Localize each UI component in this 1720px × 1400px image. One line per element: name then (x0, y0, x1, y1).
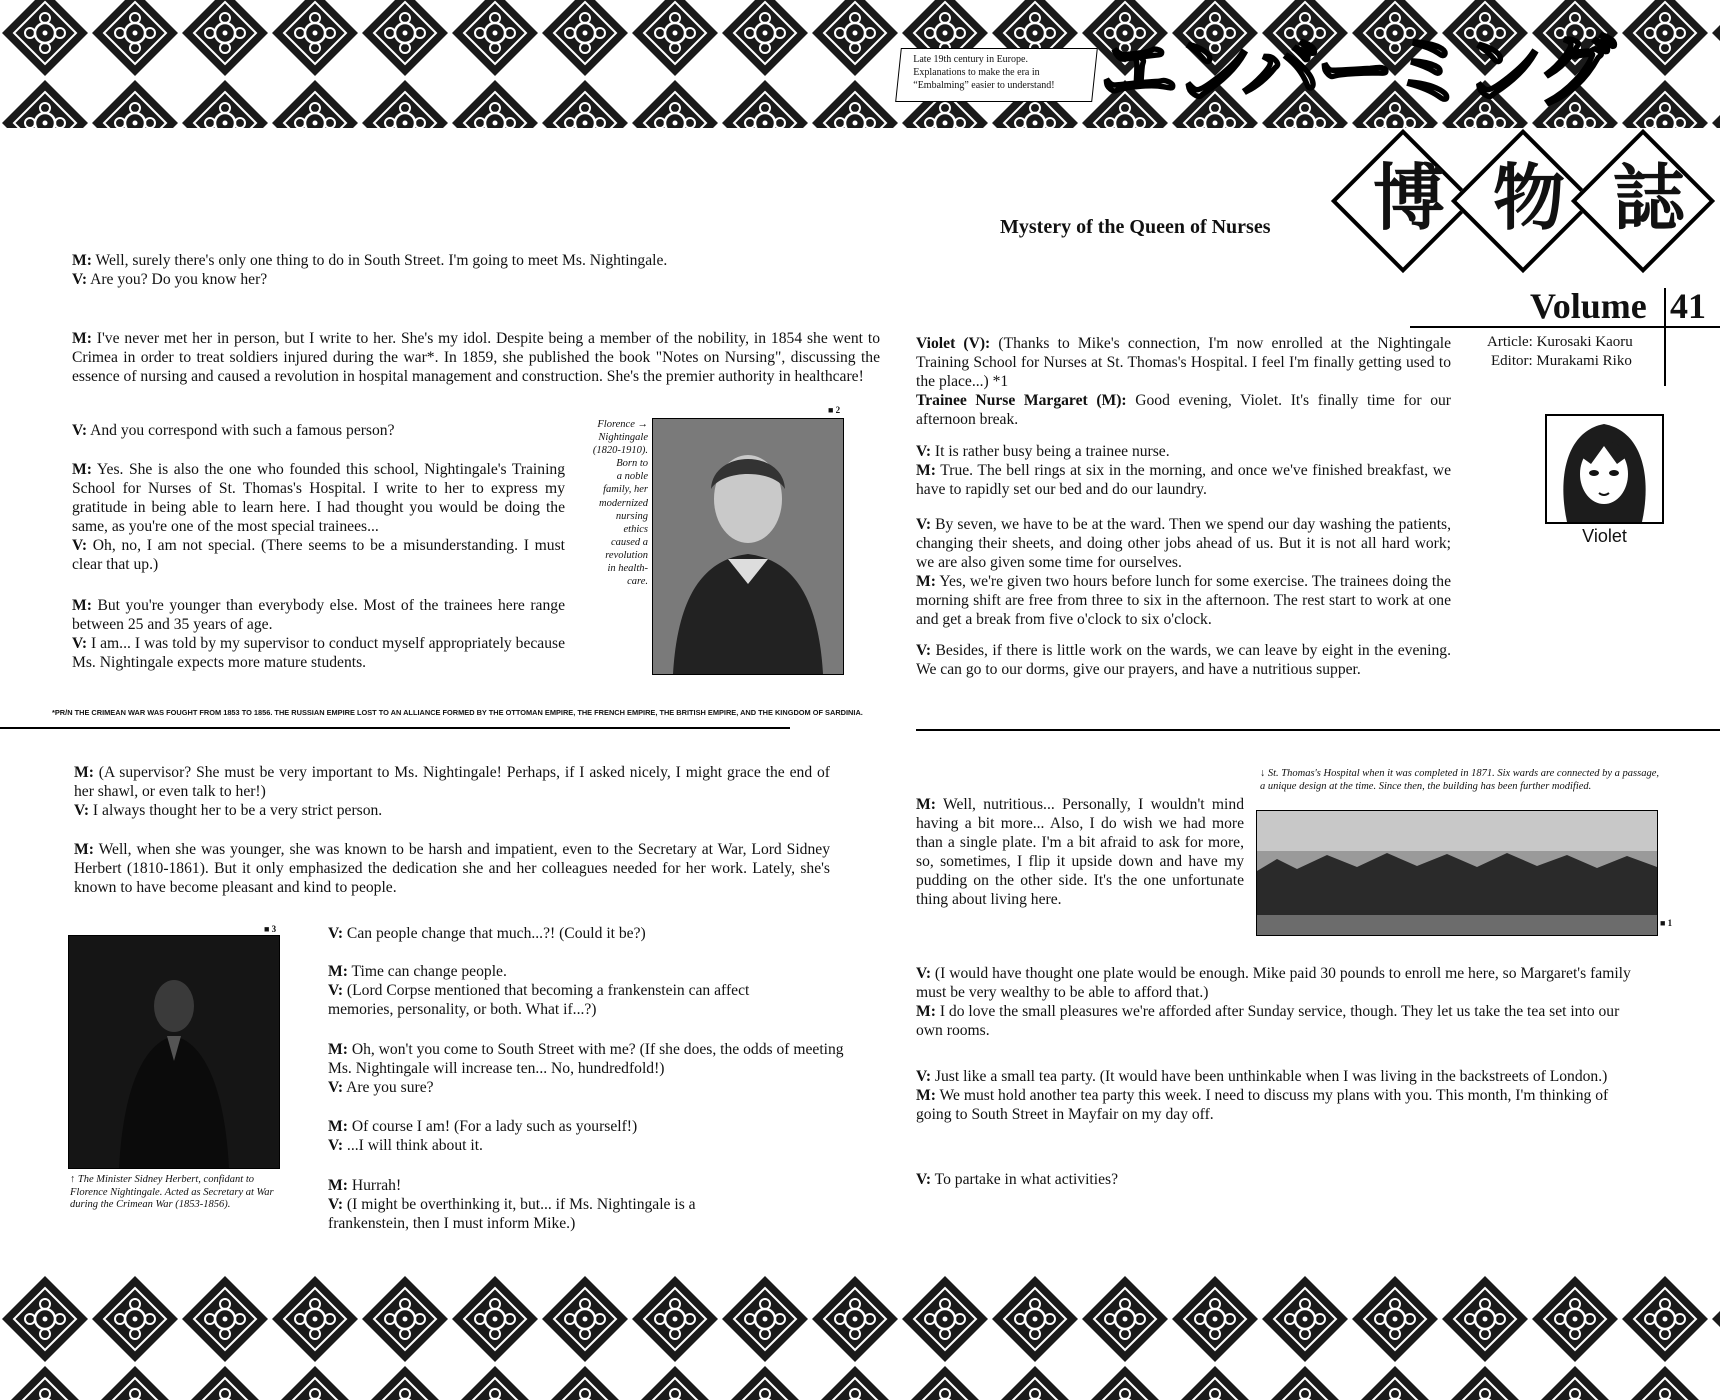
line-text: (I might be overthinking it, but... if Ms. Nightingale is a frankenstein, then I must inform Mike.) (328, 1196, 696, 1232)
line-text: Good evening, Violet. It's finally time for our afternoon break. (916, 392, 1451, 428)
speaker: M: (328, 1118, 348, 1135)
photo-number: ■ 2 (828, 405, 841, 415)
top-left-p3 (72, 421, 565, 440)
speaker: V: (72, 537, 88, 554)
bottom-ornament-band (0, 1272, 1720, 1400)
speaker: V: (328, 1137, 344, 1154)
note-line: “Embalming” easier to understand! (913, 80, 1055, 91)
hospital-photo (1256, 810, 1658, 936)
bottom-left-d2 (328, 962, 758, 1019)
dialogue-line (328, 1040, 858, 1078)
caption-line: in health- (607, 563, 648, 575)
bottom-left-d4 (328, 1117, 758, 1155)
bottom-right-p4 (916, 1170, 1636, 1189)
note-line: Explanations to make the era in (913, 67, 1040, 78)
kanji-char: 博 (1372, 155, 1445, 240)
speaker: M: (328, 1041, 348, 1058)
line-text: By seven, we have to be at the ward. Then we spend our day washing the patients, changing their sheets, and doing other jobs ahead of us. But it is not all hard work; we are also given some time for ourselves. (916, 516, 1451, 571)
speaker: V: (72, 271, 88, 288)
line-text: Just like a small tea party. (It would have been unthinkable when I was living in the backstreets of London.) (931, 1068, 1608, 1085)
line-text: Oh, won't you come to South Street with me? (If she does, the odds of meeting Ms. Nightingale will increase ten... No, hundredfold!) (328, 1041, 844, 1077)
kanji-char: 誌 (1612, 155, 1685, 240)
dialogue-line (72, 536, 565, 574)
line-text: Yes, we're given two hours before lunch for some exercise. The trainees doing the morning shift are free from three to six in the afternoon. The rest start to work at one and get a break from five o'clock to six o'clock. (916, 573, 1451, 628)
line-text: (Thanks to Mike's connection, I'm now enrolled at the Nightingale Training School for Nurses at St. Thomas's Hospital. I feel I'm finally getting used to the place...) *1 (916, 335, 1451, 390)
speaker: V: (328, 1196, 344, 1213)
top-right-p2 (916, 442, 1451, 499)
bottom-left-p2 (74, 840, 830, 897)
dialogue-line (74, 763, 830, 801)
dialogue-line (72, 329, 880, 386)
speaker: V: (916, 642, 932, 659)
caption-line: nursing (615, 510, 648, 522)
note-line: Late 19th century in Europe. (913, 54, 1028, 65)
speaker: M: (916, 462, 936, 479)
dialogue-line (916, 391, 1451, 429)
dialogue-line (916, 442, 1451, 461)
speaker: M: (72, 597, 92, 614)
speaker: V: (916, 1171, 932, 1188)
dialogue-line (916, 1170, 1636, 1189)
speaker: V: (72, 422, 88, 439)
volume-number: 41 (1670, 286, 1706, 326)
speaker: M: (74, 764, 94, 781)
dialogue-line (328, 1176, 758, 1195)
speaker: Trainee Nurse Margaret (M): (916, 392, 1127, 409)
speaker: M: (916, 1003, 936, 1020)
speaker: M: (916, 1087, 936, 1104)
speaker: V: (74, 802, 90, 819)
line-text: But you're younger than everybody else. Most of the trainees here range between 25 and 35 years of age. (72, 597, 565, 633)
bottom-left-p1 (74, 763, 830, 820)
speaker: V: (328, 925, 344, 942)
dialogue-line (72, 596, 565, 634)
bottom-left-d5 (328, 1176, 758, 1233)
dialogue-line (328, 1078, 858, 1097)
dialogue-line (916, 461, 1451, 499)
speaker: V: (72, 635, 88, 652)
caption-line: Nightingale (598, 432, 648, 444)
violet-portrait (1545, 414, 1664, 524)
logo-kana: エンバーミング (1100, 27, 1611, 117)
line-text: Well, surely there's only one thing to do in South Street. I'm going to meet Ms. Nightingale. (91, 252, 668, 269)
dialogue-line (328, 1195, 758, 1233)
caption-line: family, her (603, 484, 648, 496)
line-text: (Lord Corpse mentioned that becoming a frankenstein can affect memories, personality, or both. What if...?) (328, 982, 750, 1018)
top-left-p4 (72, 460, 565, 574)
violet-face-icon (1547, 416, 1662, 522)
nightingale-caption (578, 418, 648, 588)
dialogue-line (328, 981, 758, 1019)
dialogue-line (328, 924, 748, 943)
line-text: (I would have thought one plate would be enough. Mike paid 30 pounds to enroll me here, so Margaret's family must be very wealthy to be able to afford that.) (916, 965, 1631, 1001)
speaker: M: (328, 1177, 348, 1194)
editor-credit: Editor: Murakami Riko (1491, 353, 1632, 369)
caption-line: ethics (623, 523, 648, 535)
dialogue-line (72, 421, 565, 440)
speaker: M: (74, 841, 94, 858)
herbert-caption: ↑ The Minister Sidney Herbert, confidant to Florence Nightingale. Acted as Secretary at War during the Crimean War (1853-1856). (70, 1174, 274, 1211)
photo-number: ■ 3 (264, 924, 277, 934)
character-label: Violet (1582, 526, 1627, 546)
speaker: M: (72, 252, 92, 269)
bottom-right-p2 (916, 964, 1636, 1040)
speaker: M: (72, 461, 92, 478)
line-text: Yes. She is also the one who founded this school, Nightingale's Training School for Nurses of St. Thomas's Hospital. I write to her to express my gratitude in being able to learn here. I had thought you would be doing the same, as you're one of the most special trainees... (72, 461, 565, 535)
line-text: (A supervisor? She must be very important to Ms. Nightingale! Perhaps, if I asked nicely, I might grace the end of her shawl, or even talk to her!) (74, 764, 830, 800)
dialogue-line (328, 962, 758, 981)
dialogue-line (916, 572, 1451, 629)
caption-line: care. (627, 576, 648, 588)
volume-word: Volume (1530, 286, 1647, 326)
line-text: Well, when she was younger, she was known to be harsh and impatient, even to the Secretary at War, Lord Sidney Herbert (1810-1861). But it only emphasized the dedication she and her colleagues needed for her work. Lately, she's known to have become pleasant and kind to people. (74, 841, 830, 896)
dialogue-line (328, 1136, 758, 1155)
dialogue-line (72, 251, 880, 270)
bottom-left-d1 (328, 924, 748, 943)
volume-divider (1664, 288, 1666, 386)
line-text: To partake in what activities? (931, 1171, 1119, 1188)
kanji-char: 物 (1492, 155, 1565, 240)
line-text: And you correspond with such a famous person? (87, 422, 395, 439)
line-text: I always thought her to be a very strict person. (89, 802, 383, 819)
top-right-p4 (916, 641, 1451, 679)
line-text: It is rather busy being a trainee nurse. (931, 443, 1170, 460)
dialogue-line (916, 964, 1636, 1002)
top-left-p2 (72, 329, 880, 386)
caption-line: Florence → (597, 419, 648, 430)
divider-left (0, 727, 790, 729)
caption-line: modernized (599, 497, 648, 509)
speaker: V: (916, 516, 932, 533)
line-text: Are you sure? (343, 1079, 434, 1096)
logo-kanji-block (1330, 130, 1720, 270)
speaker: V: (916, 443, 932, 460)
line-text: Besides, if there is little work on the wards, we can leave by eight in the evening. We can go to our dorms, give our prayers, and have a nutritious supper. (916, 642, 1451, 678)
footnote: *PR/N THE CRIMEAN WAR WAS FOUGHT FROM 1853 TO 1856. THE RUSSIAN EMPIRE LOST TO AN ALLIANCE FORMED BY THE OTTOMAN EMPIRE, THE FRENCH EMPIRE, THE BRITISH EMPIRE, AND THE KINGDOM OF SARDINIA. (52, 708, 863, 717)
diamond-pattern (0, 1272, 1720, 1400)
top-left-p5 (72, 596, 565, 672)
divider-right (916, 729, 1720, 731)
line-text: Time can change people. (347, 963, 507, 980)
dialogue-line (74, 840, 830, 897)
line-text: Are you? Do you know her? (87, 271, 268, 288)
caption-line: revolution (605, 549, 648, 561)
dialogue-line (916, 1067, 1636, 1086)
nightingale-photo (652, 418, 844, 675)
volume-rule (1410, 326, 1720, 328)
line-text: Oh, no, I am not special. (There seems to be a misunderstanding. I must clear that up.) (72, 537, 565, 573)
bottom-right-p3 (916, 1067, 1636, 1124)
line-text: Of course I am! (For a lady such as yourself!) (347, 1118, 638, 1135)
line-text: ...I will think about it. (343, 1137, 483, 1154)
line-text: Well, nutritious... Personally, I wouldn't mind having a bit more... Also, I do wish we had more than a single plate. I'm a bit afraid to ask for more, so, sometimes, I flip it upside down and have my pudding on the other side. It's the one unfortunate thing about living here. (916, 796, 1244, 908)
line-text: True. The bell rings at six in the morning, and once we've finished breakfast, we have to rapidly set our bed and do our laundry. (916, 462, 1451, 498)
caption-line: (1820-1910). (592, 445, 648, 457)
speaker: M: (916, 573, 936, 590)
dialogue-line (72, 460, 565, 536)
dialogue-line (916, 795, 1244, 909)
dialogue-line (74, 801, 830, 820)
speaker: V: (328, 1079, 344, 1096)
photo-number: ■ 1 (1660, 918, 1673, 928)
hospital-caption: ↓ St. Thomas's Hospital when it was completed in 1871. Six wards are connected by a passage, a unique design at the time. Since then, the building has been further modified. (1260, 768, 1659, 792)
header-note (895, 48, 1098, 102)
caption-line: Born to (616, 458, 648, 470)
top-right-p1 (916, 334, 1451, 429)
dialogue-line (72, 634, 565, 672)
dialogue-line (328, 1117, 758, 1136)
building-icon (1257, 811, 1657, 935)
caption-line: caused a (610, 536, 648, 548)
dialogue-line (916, 641, 1451, 679)
line-text: I do love the small pleasures we're afforded after Sunday service, though. They let us take the tea set into our own rooms. (916, 1003, 1620, 1039)
speaker: V: (328, 982, 344, 999)
article-credit: Article: Kurosaki Kaoru (1487, 334, 1633, 350)
dialogue-line (72, 270, 880, 289)
speaker: M: (916, 796, 936, 813)
speaker: V: (916, 1068, 932, 1085)
speaker: Violet (V): (916, 335, 991, 352)
portrait-icon (69, 936, 279, 1168)
line-text: We must hold another tea party this week. I need to discuss my plans with you. This month, I'm thinking of going to South Street in Mayfair on my day off. (916, 1087, 1609, 1123)
speaker: M: (328, 963, 348, 980)
line-text: I am... I was told by my supervisor to conduct myself appropriately because Ms. Nightingale expects more mature students. (72, 635, 565, 671)
bottom-right-p1 (916, 795, 1244, 909)
speaker: M: (72, 330, 92, 347)
page-subtitle: Mystery of the Queen of Nurses (1000, 216, 1271, 238)
dialogue-line (916, 1002, 1636, 1040)
volume-label (1530, 286, 1647, 326)
bottom-left-d3 (328, 1040, 858, 1097)
top-right-p3 (916, 515, 1451, 629)
caption-line: a noble (616, 471, 648, 483)
portrait-icon (653, 419, 843, 674)
line-text: I've never met her in person, but I write to her. She's my idol. Despite being a member of the nobility, in 1854 she went to Crimea in order to treat soldiers injured during the war*. In 1859, she published the book "Notes on Nursing", discussing the essence of nursing and caused a revolution in hospital management and construction. She's the premier authority in healthcare! (72, 330, 880, 385)
line-text: Can people change that much...?! (Could it be?) (343, 925, 646, 942)
dialogue-line (916, 515, 1451, 572)
speaker: V: (916, 965, 932, 982)
herbert-photo (68, 935, 280, 1169)
top-left-p1 (72, 251, 880, 289)
line-text: Hurrah! (347, 1177, 402, 1194)
dialogue-line (916, 334, 1451, 391)
dialogue-line (916, 1086, 1636, 1124)
